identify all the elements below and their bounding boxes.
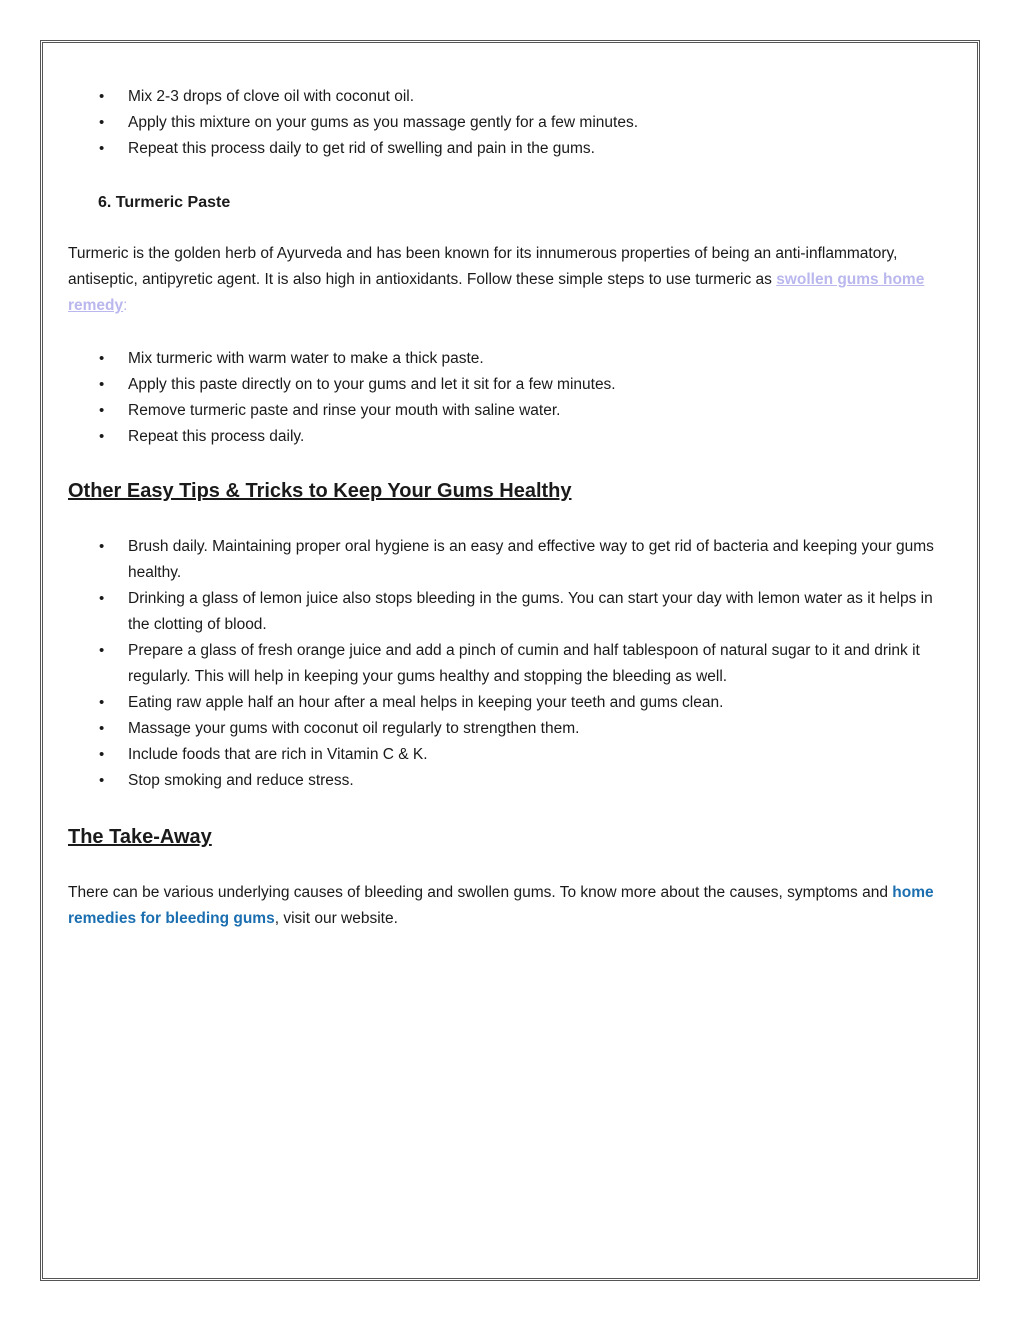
list-item: • Brush daily. Maintaining proper oral hygiene is an easy and effective way to get rid of bacteria and keeping your gums healthy. — [68, 534, 958, 586]
list-item: • Massage your gums with coconut oil regularly to strengthen them. — [68, 716, 958, 742]
takeaway-heading: The Take-Away — [68, 826, 212, 848]
list-item: • Include foods that are rich in Vitamin C & K. — [68, 742, 958, 768]
takeaway-paragraph-text: There can be various underlying causes of bleeding and swollen gums. To know more about the causes, symptoms and — [68, 884, 893, 901]
list-item: • Mix 2-3 drops of clove oil with coconut oil. — [68, 84, 958, 110]
list-item: • Apply this mixture on your gums as you massage gently for a few minutes. — [68, 110, 958, 136]
tips-list — [68, 534, 958, 794]
document-content — [68, 84, 958, 932]
tips-heading: Other Easy Tips & Tricks to Keep Your Gums Healthy — [68, 480, 572, 502]
list-item: • Prepare a glass of fresh orange juice and add a pinch of cumin and half tablespoon of natural sugar to it and drink it regularly. This will help in keeping your gums healthy and stopping the bleeding as well. — [68, 638, 958, 690]
list-item: • Remove turmeric paste and rinse your mouth with saline water. — [68, 398, 958, 424]
turmeric-paste-heading: 6. Turmeric Paste — [98, 194, 231, 211]
turmeric-paragraph-text: Turmeric is the golden herb of Ayurveda and has been known for its innumerous properties of being an anti-inflammatory, antiseptic, antipyretic agent. It is also high in antioxidants. Follow these simple steps to use turmeric as — [68, 245, 898, 288]
link-colon: : — [123, 297, 128, 314]
list-item: • Repeat this process daily. — [68, 424, 958, 450]
list-item: • Repeat this process daily to get rid of swelling and pain in the gums. — [68, 136, 958, 162]
takeaway-paragraph-end: , visit our website. — [274, 910, 398, 927]
list-item: • Mix turmeric with warm water to make a thick paste. — [68, 346, 958, 372]
clove-oil-steps-list — [68, 84, 958, 162]
turmeric-paragraph — [68, 241, 958, 319]
bleeding-gums-remedies-link[interactable]: home remedies for bleeding gums — [68, 884, 934, 927]
list-item: • Stop smoking and reduce stress. — [68, 768, 958, 794]
turmeric-steps-list — [68, 346, 958, 450]
list-item: • Apply this paste directly on to your gums and let it sit for a few minutes. — [68, 372, 958, 398]
takeaway-paragraph — [68, 880, 958, 932]
swollen-gums-remedy-link[interactable]: swollen gums home remedy — [68, 271, 925, 314]
list-item: • Drinking a glass of lemon juice also stops bleeding in the gums. You can start your day with lemon water as it helps in the clotting of blood. — [68, 586, 958, 638]
list-item: • Eating raw apple half an hour after a meal helps in keeping your teeth and gums clean. — [68, 690, 958, 716]
